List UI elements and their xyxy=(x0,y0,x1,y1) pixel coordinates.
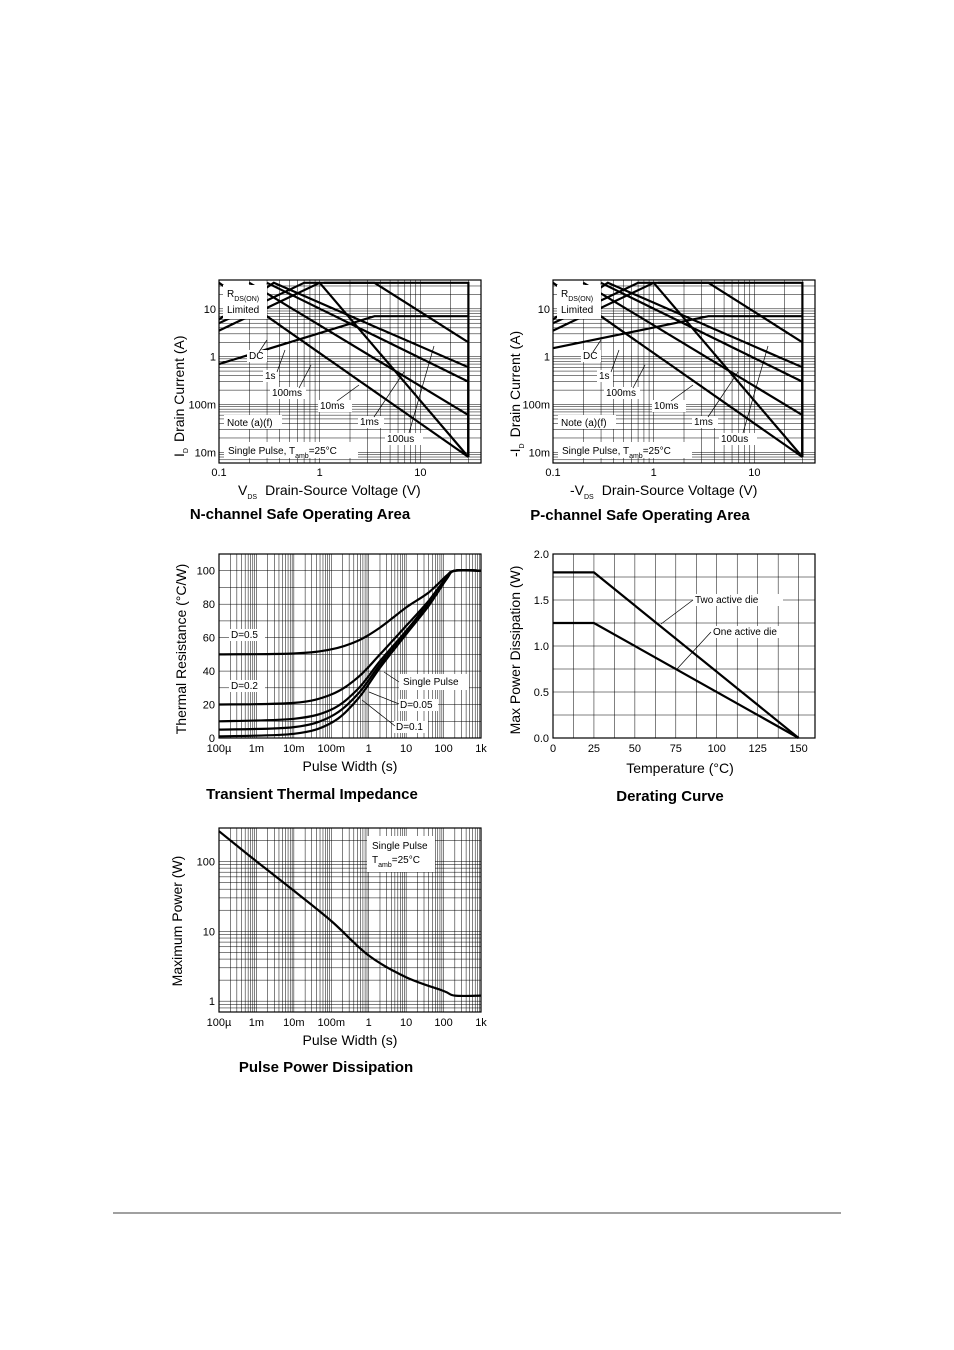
x-tick-label: 1k xyxy=(475,743,487,755)
y-tick-label: 20 xyxy=(202,699,215,712)
y-tick-label: 80 xyxy=(202,599,215,612)
t100us-label: 100us xyxy=(721,434,749,445)
x-tick-label: 100m xyxy=(317,1017,346,1029)
t10ms-label: 10ms xyxy=(654,401,679,412)
rds-label-line2: Limited xyxy=(561,305,594,316)
x-axis-label: Pulse Width (s) xyxy=(302,758,398,774)
x-axis-label: Pulse Width (s) xyxy=(302,1032,398,1048)
y-tick-label: 2.0 xyxy=(533,549,549,561)
y-tick-label: 10 xyxy=(202,926,215,939)
x-tick-label: 1m xyxy=(248,1017,265,1029)
x-axis-label: $V_{DS}$ Drain-Source Voltage (V) xyxy=(238,482,421,501)
x-tick-label: 100 xyxy=(434,1017,453,1029)
d05-label: D=0.5 xyxy=(231,630,258,641)
x-tick-label: 25 xyxy=(587,743,601,755)
y-tick-label: 10 xyxy=(537,303,550,316)
t100ms-label: 100ms xyxy=(606,388,637,399)
leader-line xyxy=(337,385,359,401)
pulse-label: Single Pulse, $T_{amb}=25^\circ C$ xyxy=(562,446,671,460)
chart-derating-curve xyxy=(507,549,815,805)
x-tick-label: 10 xyxy=(414,467,427,479)
y-tick-label: 10m xyxy=(194,447,216,460)
chart-title: Derating Curve xyxy=(616,788,724,805)
x-tick-label: 1 xyxy=(365,743,372,755)
x-tick-label: 10 xyxy=(400,1017,413,1029)
x-tick-label: 50 xyxy=(628,743,641,755)
x-tick-label: 100µ xyxy=(206,1017,232,1029)
x-axis-label: $-V_{DS}$ Drain-Source Voltage (V) xyxy=(570,482,758,501)
x-tick-label: 10m xyxy=(283,1017,305,1029)
y-tick-label: 100m xyxy=(522,399,550,412)
y-tick-label: 1 xyxy=(209,351,216,364)
leader-line xyxy=(611,350,619,372)
rds-label: $R_{DS(ON)}$ xyxy=(227,289,260,303)
y-tick-label: 100m xyxy=(188,399,216,412)
pulse-label: Single Pulse, $T_{amb}=25^\circ C$ xyxy=(228,446,337,460)
chart-title: Transient Thermal Impedance xyxy=(206,786,418,803)
note-label: Note (a)(f) xyxy=(227,418,273,429)
y-tick-label: 1.5 xyxy=(533,595,549,607)
two-die-label: Two active die xyxy=(695,595,759,606)
leader-line xyxy=(277,350,285,372)
x-tick-label: 1 xyxy=(650,467,657,479)
chart-n-channel-soa xyxy=(171,280,481,523)
note-label: Note (a)(f) xyxy=(561,418,607,429)
x-tick-label: 0.1 xyxy=(211,467,227,479)
d005-label: D=0.05 xyxy=(400,700,433,711)
x-tick-label: 10 xyxy=(400,743,413,755)
chart-transient-thermal-impedance xyxy=(173,554,487,803)
t1ms-label: 1ms xyxy=(694,417,713,428)
y-axis-label: Maximum Power (W) xyxy=(169,855,185,987)
x-tick-label: 0 xyxy=(549,743,557,755)
pulse-note-line2: $T_{amb}=25^\circ C$ xyxy=(372,855,420,869)
chart-title: Pulse Power Dissipation xyxy=(238,1059,414,1076)
one-die-label: One active die xyxy=(713,627,777,638)
x-tick-label: 100 xyxy=(434,743,453,755)
y-tick-label: 1 xyxy=(543,351,550,364)
rds-label-line2: Limited xyxy=(227,305,260,316)
chart-pulse-power-dissipation xyxy=(169,828,487,1076)
x-axis-label: Temperature (°C) xyxy=(626,760,734,776)
dc-label: DC xyxy=(583,351,598,362)
x-tick-label: 1 xyxy=(365,1017,372,1029)
y-axis-label: $-I_DDrain$ Current (A) xyxy=(507,330,526,457)
t100ms-label: 100ms xyxy=(272,388,303,399)
chart-p-channel-soa xyxy=(507,280,815,524)
y-axis-label: Max Power Dissipation (W) xyxy=(507,565,523,735)
y-tick-label: 1.0 xyxy=(533,641,549,653)
d02-label: D=0.2 xyxy=(231,681,258,692)
y-axis-label: $I_DDrain$ Current (A) xyxy=(171,335,190,457)
y-tick-label: 1 xyxy=(208,996,215,1009)
y-tick-label: 0.0 xyxy=(533,733,549,745)
leader-line xyxy=(671,385,693,401)
single-label: Single Pulse xyxy=(403,677,459,688)
leader-line xyxy=(633,365,645,388)
t10ms-label: 10ms xyxy=(320,401,345,412)
x-tick-label: 0.1 xyxy=(545,467,561,479)
x-tick-label: 1k xyxy=(475,1017,487,1029)
x-tick-label: 150 xyxy=(789,743,808,755)
y-tick-label: 60 xyxy=(202,632,215,645)
x-tick-label: 10 xyxy=(748,467,761,479)
x-tick-label: 1 xyxy=(316,467,323,479)
rds-label: $R_{DS(ON)}$ xyxy=(561,289,594,303)
leader-line xyxy=(369,692,399,704)
t100us-label: 100us xyxy=(387,434,415,445)
leader-line xyxy=(384,672,399,682)
x-tick-label: 100 xyxy=(707,743,726,755)
x-tick-label: 75 xyxy=(669,743,682,755)
x-tick-label: 10m xyxy=(283,743,305,755)
y-tick-label: 100 xyxy=(196,565,215,578)
x-tick-label: 125 xyxy=(748,743,767,755)
y-tick-label: 100 xyxy=(196,856,215,869)
leader-line xyxy=(299,365,311,388)
y-tick-label: 10 xyxy=(203,303,216,316)
leader-line xyxy=(661,600,693,624)
chart-title: P-channel Safe Operating Area xyxy=(530,507,750,524)
t1ms-label: 1ms xyxy=(360,417,379,428)
x-tick-label: 100m xyxy=(317,743,346,755)
x-tick-label: 100µ xyxy=(206,743,232,755)
t1s-label: 1s xyxy=(599,371,610,382)
d01-label: D=0.1 xyxy=(396,722,423,733)
y-tick-label: 40 xyxy=(202,666,215,679)
pulse-note-line1: Single Pulse xyxy=(372,841,428,852)
dc-label: DC xyxy=(249,351,264,362)
t1s-label: 1s xyxy=(265,371,276,382)
x-tick-label: 1m xyxy=(248,743,265,755)
chart-title: N-channel Safe Operating Area xyxy=(189,506,411,523)
y-tick-label: 0.5 xyxy=(533,687,549,699)
y-tick-label: 0 xyxy=(208,733,215,745)
y-tick-label: 10m xyxy=(528,447,550,460)
y-axis-label: Thermal Resistance (°C/W) xyxy=(173,563,189,735)
